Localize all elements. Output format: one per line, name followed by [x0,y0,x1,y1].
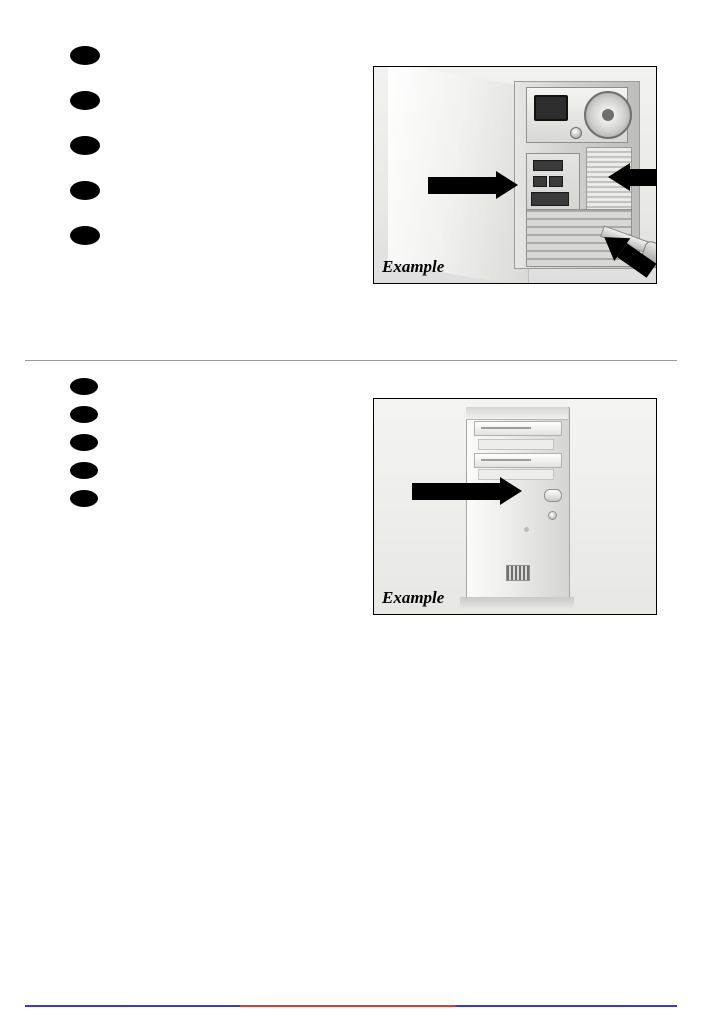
parallel-port-icon [531,192,569,206]
bullet-dot-icon [70,91,100,110]
manufacturer-badge [506,565,530,581]
drive-slot-icon [481,459,531,461]
power-button-icon [544,489,562,502]
serial-port-icon [533,160,563,171]
figure-front-view [373,398,657,615]
bullet-dot-icon [70,136,100,155]
optical-drive-bay [474,453,562,468]
arrow-rear-left-pointing-right [428,171,518,200]
optical-drive-bay [474,421,562,436]
thumbscrew-icon [570,127,582,139]
power-connector-icon [534,95,568,121]
bullet-dot-icon [70,462,98,479]
bullet-dot-icon [70,378,98,395]
photo-front-computer [374,399,656,614]
bullet-dot-icon [70,406,98,423]
section-divider [25,360,677,361]
tower-base-shadow [460,597,574,609]
status-led-icon [548,511,557,520]
figure-caption: Example [382,588,445,607]
status-led-icon [524,527,529,532]
bullet-dot-icon [70,226,100,245]
drive-slot-icon [481,427,531,429]
bullet-dot-icon [70,434,98,451]
figure-rear-view [373,66,657,284]
psu-fan-icon [584,91,632,139]
figure-caption: Example [382,257,445,276]
bullet-dot-icon [70,46,100,65]
bullet-dot-icon [70,181,100,200]
bullet-dot-icon [70,490,98,507]
arrow-front-pointing-right [412,477,524,506]
usb-port-icon [549,176,563,187]
drive-label-strip [478,439,554,450]
usb-port-icon [533,176,547,187]
computer-tower-top [466,407,568,420]
arrow-rear-top-right-pointing-left [608,163,657,192]
page-footer-rule [25,1005,677,1007]
